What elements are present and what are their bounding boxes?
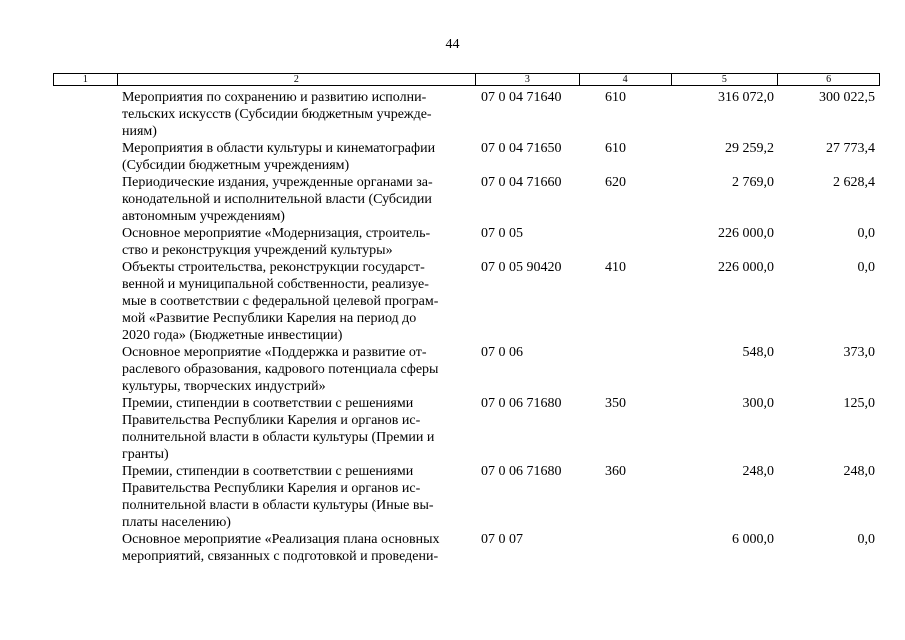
row-type: 620 (605, 175, 626, 190)
row-value-2: 2 628,4 (833, 175, 875, 190)
row-type: 410 (605, 260, 626, 275)
row-code: 07 0 04 71650 (481, 141, 562, 156)
row-value-1: 248,0 (742, 464, 774, 479)
row-value-1: 226 000,0 (718, 226, 774, 241)
row-type: 610 (605, 141, 626, 156)
table-row (53, 395, 880, 463)
row-code: 07 0 06 (481, 345, 523, 360)
row-value-2: 0,0 (857, 226, 875, 241)
row-code: 07 0 07 (481, 532, 523, 547)
row-value-1: 316 072,0 (718, 90, 774, 105)
row-value-1: 548,0 (742, 345, 774, 360)
row-code: 07 0 06 71680 (481, 396, 562, 411)
row-value-1: 29 259,2 (725, 141, 774, 156)
row-name: Объекты строительства, реконструкции государст- венной и муниципальной собственности, реализуе- мые в соответствии с федеральной целевой програм- мой «Развитие Республики Карелия на период до 2020 года» (Бюджетные инвестиции) (122, 260, 439, 343)
row-name: Основное мероприятие «Поддержка и развитие от- раслевого образования, кадрового потенциала сферы культуры, творческих индустрий» (122, 345, 439, 394)
row-value-2: 125,0 (843, 396, 875, 411)
table-row (53, 225, 880, 259)
row-type: 610 (605, 90, 626, 105)
header-col-1: 1 (54, 74, 118, 85)
row-value-2: 0,0 (857, 532, 875, 547)
page-number: 44 (445, 37, 460, 52)
row-value-2: 248,0 (843, 464, 875, 479)
row-name: Мероприятия по сохранению и развитию исполни- тельских искусств (Субсидии бюджетным учрежде- ниям) (122, 90, 432, 139)
row-code: 07 0 05 (481, 226, 523, 241)
row-name: Основное мероприятие «Реализация плана основных мероприятий, связанных с подготовкой и проведени- (122, 532, 440, 564)
table-row (53, 174, 880, 225)
header-col-6: 6 (826, 74, 832, 85)
row-code: 07 0 06 71680 (481, 464, 562, 479)
table-row (53, 140, 880, 174)
row-value-1: 2 769,0 (732, 175, 774, 190)
table-body (53, 89, 880, 565)
row-type: 350 (605, 396, 626, 411)
row-name: Мероприятия в области культуры и кинематографии (Субсидии бюджетным учреждениям) (122, 141, 436, 173)
table-row (53, 259, 880, 344)
row-name: Премии, стипендии в соответствии с решениями Правительства Республики Карелия и органов ис- полнительной власти в области культуры (Иные вы- платы населению) (122, 464, 434, 530)
row-type: 360 (605, 464, 626, 479)
row-code: 07 0 04 71640 (481, 90, 562, 105)
table-row (53, 344, 880, 395)
row-value-1: 6 000,0 (732, 532, 774, 547)
row-code: 07 0 05 90420 (481, 260, 562, 275)
header-col-4: 4 (580, 74, 672, 85)
table-row (53, 463, 880, 531)
header-col-3: 3 (476, 74, 580, 85)
row-value-2: 27 773,4 (826, 141, 875, 156)
table-row (53, 89, 880, 140)
header-col-2: 2 (118, 74, 476, 85)
row-value-2: 0,0 (857, 260, 875, 275)
table-row (53, 531, 880, 565)
row-value-2: 373,0 (843, 345, 875, 360)
table-header (53, 73, 880, 86)
row-code: 07 0 04 71660 (481, 175, 562, 190)
row-name: Премии, стипендии в соответствии с решениями Правительства Республики Карелия и органов ис- полнительной власти в области культуры (Премии и гранты) (122, 396, 435, 462)
header-col-5: 5 (672, 74, 779, 85)
row-name: Основное мероприятие «Модернизация, строитель- ство и реконструкция учреждений культуры» (122, 226, 431, 258)
row-value-1: 226 000,0 (718, 260, 774, 275)
row-value-1: 300,0 (742, 396, 774, 411)
row-name: Периодические издания, учрежденные органами за- конодательной и исполнительной власти (Субсидии автономным учреждениям) (122, 175, 433, 224)
row-value-2: 300 022,5 (819, 90, 875, 105)
